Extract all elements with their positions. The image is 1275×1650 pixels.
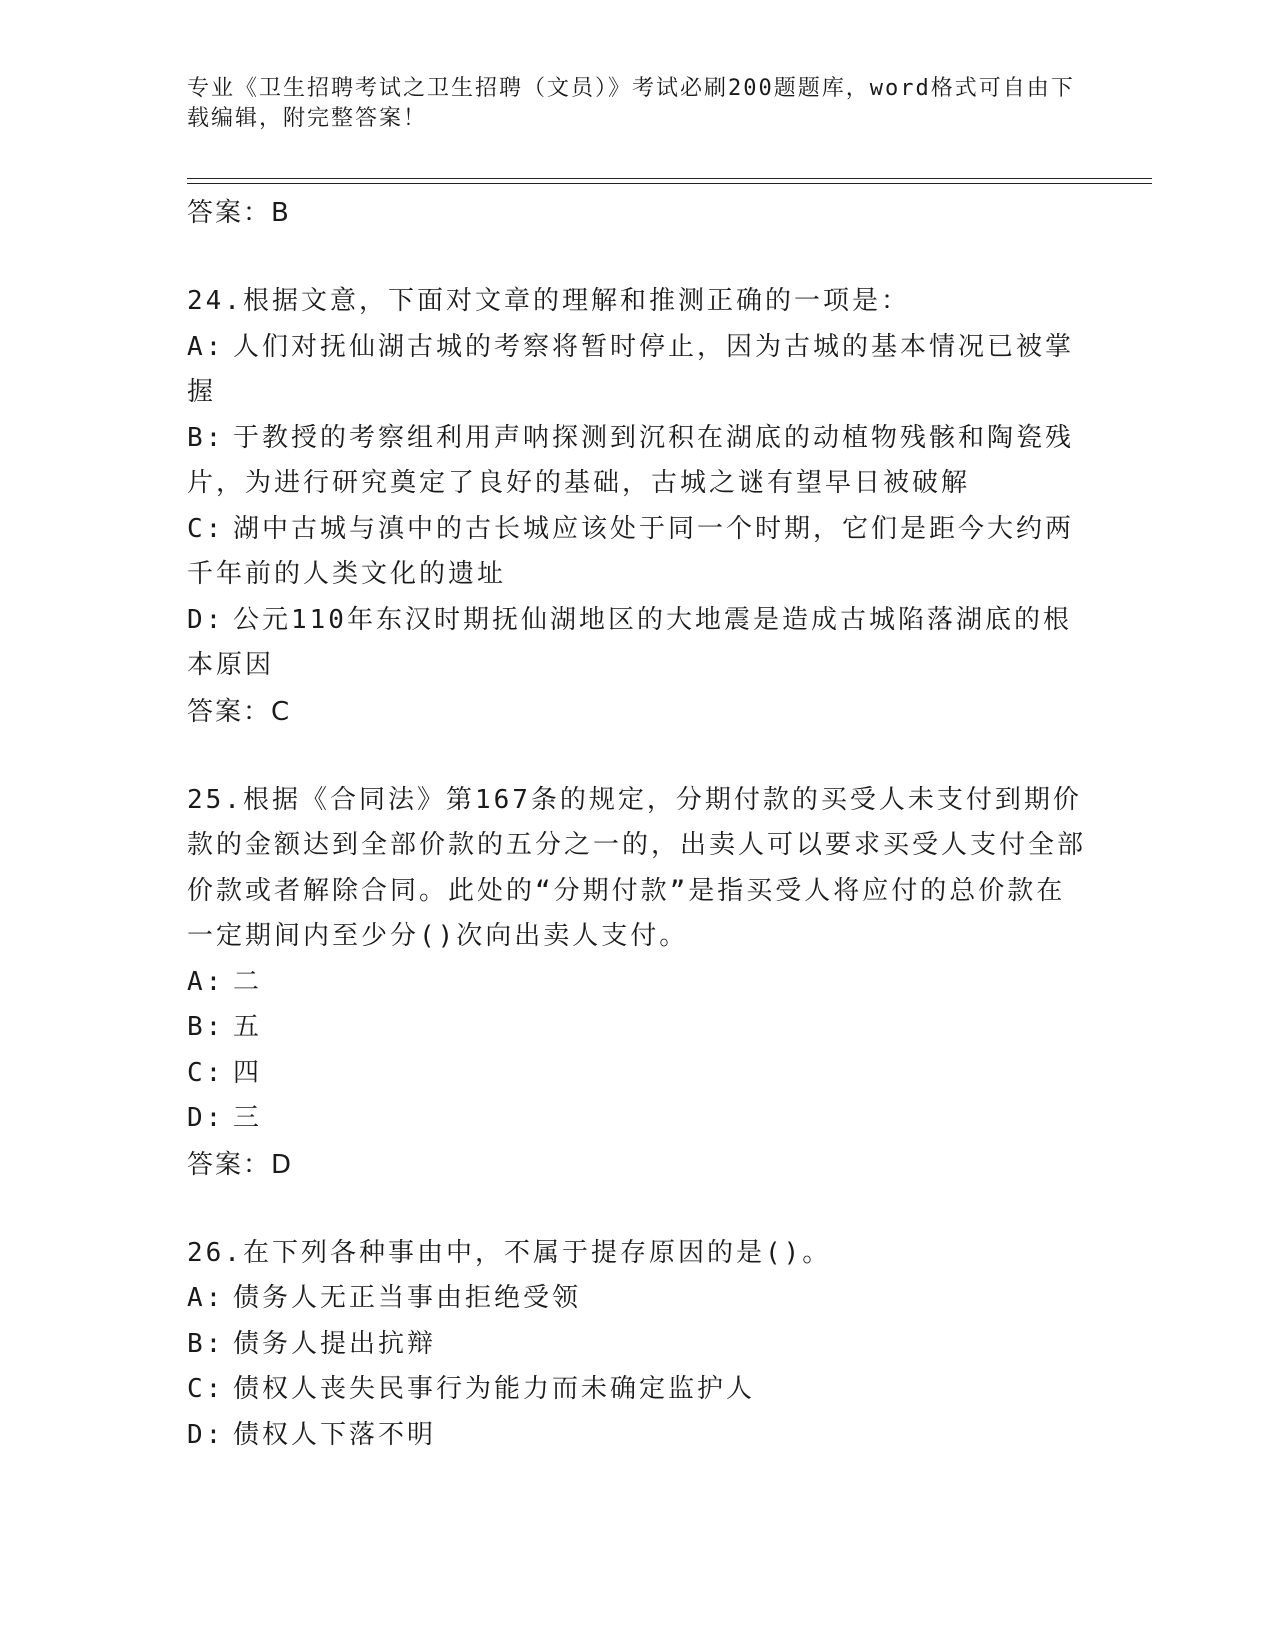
option-b xyxy=(187,416,1087,507)
option-label: A: xyxy=(187,1283,225,1313)
option-text: 二 xyxy=(233,966,263,997)
answer-value: C xyxy=(271,696,292,727)
option-c xyxy=(187,1051,1087,1097)
spacer xyxy=(187,735,1087,778)
answer-line-23 xyxy=(187,190,1087,236)
question-stem-24: 24.根据文意，下面对文章的理解和推测正确的一项是： xyxy=(187,286,910,316)
option-label: C: xyxy=(187,1057,225,1088)
header-rule-upper xyxy=(187,178,1152,179)
header-rule-lower xyxy=(187,183,1152,184)
answer-prefix: 答案： xyxy=(187,696,272,727)
answer-value: B xyxy=(271,198,291,228)
option-text: 于教授的考察组利用声呐探测到沉积在湖底的动植物残骸和陶瓷残片，为进行研究奠定了良好的基础，古城之谜有望早日被破解 xyxy=(187,422,1075,498)
option-a xyxy=(187,1276,1087,1322)
option-text: 湖中古城与滇中的古长城应该处于同一个时期，它们是距今大约两千年前的人类文化的遗址 xyxy=(187,513,1075,589)
question-stem-26: 26.在下列各种事由中，不属于提存原因的是()。 xyxy=(187,1237,832,1268)
option-text: 五 xyxy=(233,1012,263,1042)
option-d xyxy=(187,1096,1087,1142)
option-a xyxy=(187,325,1087,416)
option-text: 债务人无正当事由拒绝受领 xyxy=(233,1283,582,1313)
option-label: D: xyxy=(187,1103,225,1133)
option-c xyxy=(187,1367,1087,1413)
option-d xyxy=(187,1413,1087,1459)
option-label: B: xyxy=(187,1012,225,1042)
option-label: A: xyxy=(187,966,225,997)
option-text: 债务人提出抗辩 xyxy=(233,1328,437,1359)
option-text: 债权人丧失民事行为能力而未确定监护人 xyxy=(233,1374,756,1404)
answer-prefix: 答案： xyxy=(187,1149,272,1180)
option-label: D: xyxy=(187,1419,225,1450)
option-d xyxy=(187,598,1087,689)
option-b xyxy=(187,1322,1087,1368)
question-stem-25: 25.根据《合同法》第167条的规定，分期付款的买受人未支付到期价款的金额达到全部价款的五分之一的，出卖人可以要求买受人支付全部价款或者解除合同。此处的“分期付款”是指买受人将应付的总价款在一定期间内至少分()次向出卖人支付。 xyxy=(187,784,1087,951)
question-content xyxy=(187,190,1087,1458)
option-text: 公元110年东汉时期抚仙湖地区的大地震是造成古城陷落湖底的根本原因 xyxy=(187,604,1072,680)
option-label: B: xyxy=(187,422,225,453)
document-header: 专业《卫生招聘考试之卫生招聘（文员）》考试必刷200题题库，word格式可自由下载编辑，附完整答案！ xyxy=(187,76,1075,131)
option-a xyxy=(187,960,1087,1006)
option-b xyxy=(187,1005,1087,1051)
option-label: A: xyxy=(187,331,225,362)
answer-line-25 xyxy=(187,1142,1087,1188)
option-text: 人们对抚仙湖古城的考察将暂时停止，因为古城的基本情况已被掌握 xyxy=(187,331,1075,407)
option-text: 三 xyxy=(233,1103,263,1133)
answer-prefix: 答案： xyxy=(187,198,272,228)
option-label: B: xyxy=(187,1328,225,1359)
answer-line-24 xyxy=(187,689,1087,735)
option-c xyxy=(187,507,1087,598)
option-label: D: xyxy=(187,604,225,635)
option-text: 债权人下落不明 xyxy=(233,1419,437,1450)
spacer xyxy=(187,236,1087,279)
option-label: C: xyxy=(187,513,225,544)
option-label: C: xyxy=(187,1374,225,1404)
spacer xyxy=(187,1188,1087,1231)
option-text: 四 xyxy=(233,1057,263,1088)
answer-value: D xyxy=(271,1149,294,1180)
